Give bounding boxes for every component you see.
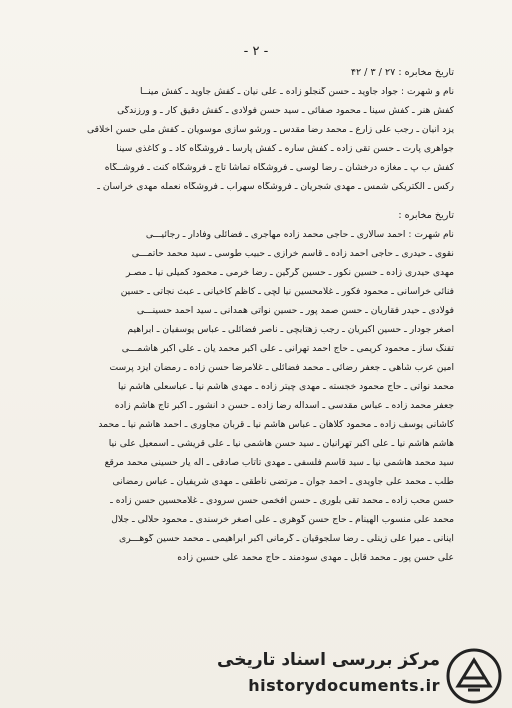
section1-line-3: یزد انیان ـ رجب علی زارع ـ محمد رضا مقدس ـ ورشو سازی موسویان ـ کفش ملی حسن اخلاقی [87,125,454,135]
section2-line-3: مهدی حیدری زاده ـ حسین نکور ـ حسین گرگین ـ رضا خرمی ـ محمود کمیلی نیا ـ مصـر [125,268,454,278]
section1-line-6: رکس ـ الکتریکی شمس ـ مهدی شجریان ـ فروشگاه سهراب ـ فروشگاه نعمله مهدی خراسان ـ [97,182,454,192]
underlined-stores: فروشگاه سهراب ـ فروشگاه نعمله مهدی خراسان [102,182,292,192]
section2-line-10: جعفر محمد زاده ـ عباس مقدسی ـ اسداله رضا زاده ـ حسن د انشور ـ اکبر تاج هاشم زاده [114,401,454,411]
archive-watermark [210,640,510,708]
section2-line-14: طلب ـ محمد علی جاویدی ـ احمد جوان ـ مرتضی ناطقی ـ مهدی شریفیان ـ عباس رمضانی [112,477,454,487]
section2-line-7: تفنگ ساز ـ محمود کریمی ـ حاج احمد تهرانی ـ علی اکبر محمد یان ـ علی اکبر هاشمـــی [121,344,454,354]
section2-line-17: اینانی ـ میرا علی زینلی ـ رضا سلجوقیان ـ گرمانی اکبر ابراهیمی ـ محمد حسین گوهـــری [119,534,454,544]
section2-line-8: امین عرب شاهی ـ جعفر رضائی ـ محمد فضائلی ـ غلامرضا حسن زاده ـ رمضان ایزد پرست [109,363,454,373]
section2-line-1: نام شهرت : احمد سالاری ـ حاجی محمد زاده مهاجری ـ فضائلی وفادار ـ رجائیـــی [145,230,454,240]
section2-date: تاریخ مخابره : [398,211,454,221]
watermark-english: historydocuments.ir [248,676,440,695]
section2-line-5: فولادی ـ حیدر فقاریان ـ حسن صمد پور ـ حسین نواتی همدانی ـ سید احمد حسینـــی [136,306,454,316]
section1-date: تاریخ مخابره : ۲۷ / ۳ / ۴۲ [350,68,454,78]
page-number: - ۲ - [243,44,269,59]
section2-line-13: سید محمد هاشمی نیا ـ سید قاسم فلسفی ـ مهدی تاتاب صادقی ـ اله یار حسینی محمد مرقع [104,458,454,468]
section2-line-16: محمد علی منسوب الهینام ـ حاج حسن گوهری ـ علی اصغر خرسندی ـ محمود حلالی ـ جلال [111,515,454,525]
section2-line-12: هاشم هاشم نیا ـ علی اکبر تهرانیان ـ سید حسن هاشمی نیا ـ علی قریشی ـ اسمعیل علی نیا [108,439,454,449]
section1-line-1: نام و شهرت : جواد جاوید ـ حسن گنجلو زاده ـ علی نیان ـ کفش جاوید ـ کفش مینــا [139,87,454,97]
section1-line-5: کفش ب پ ـ مغازه درخشان ـ رضا لوسی ـ فروشگاه تماشا تاج ـ فروشگاه کنت ـ فروشــگاه [104,163,454,173]
section2-line-15: حسن محب زاده ـ محمد تقی بلوری ـ حسن افخمی حسن سرودی ـ غلامحسین حسن زاده ـ [110,496,454,506]
section1-line-6-start: رکس ـ الکتریکی شمس ـ مهدی شجریان ـ [291,182,454,192]
section2-line-9: محمد نواتی ـ حاج محمود خجسته ـ مهدی چیتر زاده ـ مهدی هاشم نیا ـ عباسعلی هاشم نیا [118,382,454,392]
archive-logo-icon [446,648,502,704]
section2-line-6: اصغر جودار ـ حسین اکبریان ـ رجب زهتابچی ـ ناصر فضائلی ـ عباس یوسفیان ـ ابراهیم [127,325,454,335]
section2-line-4: فنائی خراسانی ـ محمود فکور ـ غلامحسین نیا لچی ـ کاظم کاخیانی ـ عبث نجاتی ـ حسین [120,287,454,297]
watermark-persian: مرکز بررسی اسناد تاریخی [217,650,440,670]
section2-line-18: علی حسن پور ـ محمد قابل ـ مهدی سودمند ـ حاج محمد علی حسین زاده [177,553,454,563]
section2-line-2: نقوی ـ حیدری ـ حاجی احمد زاده ـ قاسم خرازی ـ حبیب طوسی ـ سید محمد حاتمـــی [131,249,454,259]
section1-line-2: کفش هنر ـ کفش سینا ـ محمود صفائی ـ سید حسن فولادی ـ کفش دقیق کار ـ و ورزندگی [117,106,454,116]
section2-line-11: کاشانی یوسف زاده ـ محمود کلاهان ـ عباس هاشم نیا ـ قربان مجاوری ـ احمد هاشم نیا ـ محمد [98,420,454,430]
section1-line-4: جواهری پارت ـ حسن تقی زاده ـ کفش ساره ـ کفش پارسا ـ فروشگاه کاد ـ و کاغذی سینا [116,144,454,154]
